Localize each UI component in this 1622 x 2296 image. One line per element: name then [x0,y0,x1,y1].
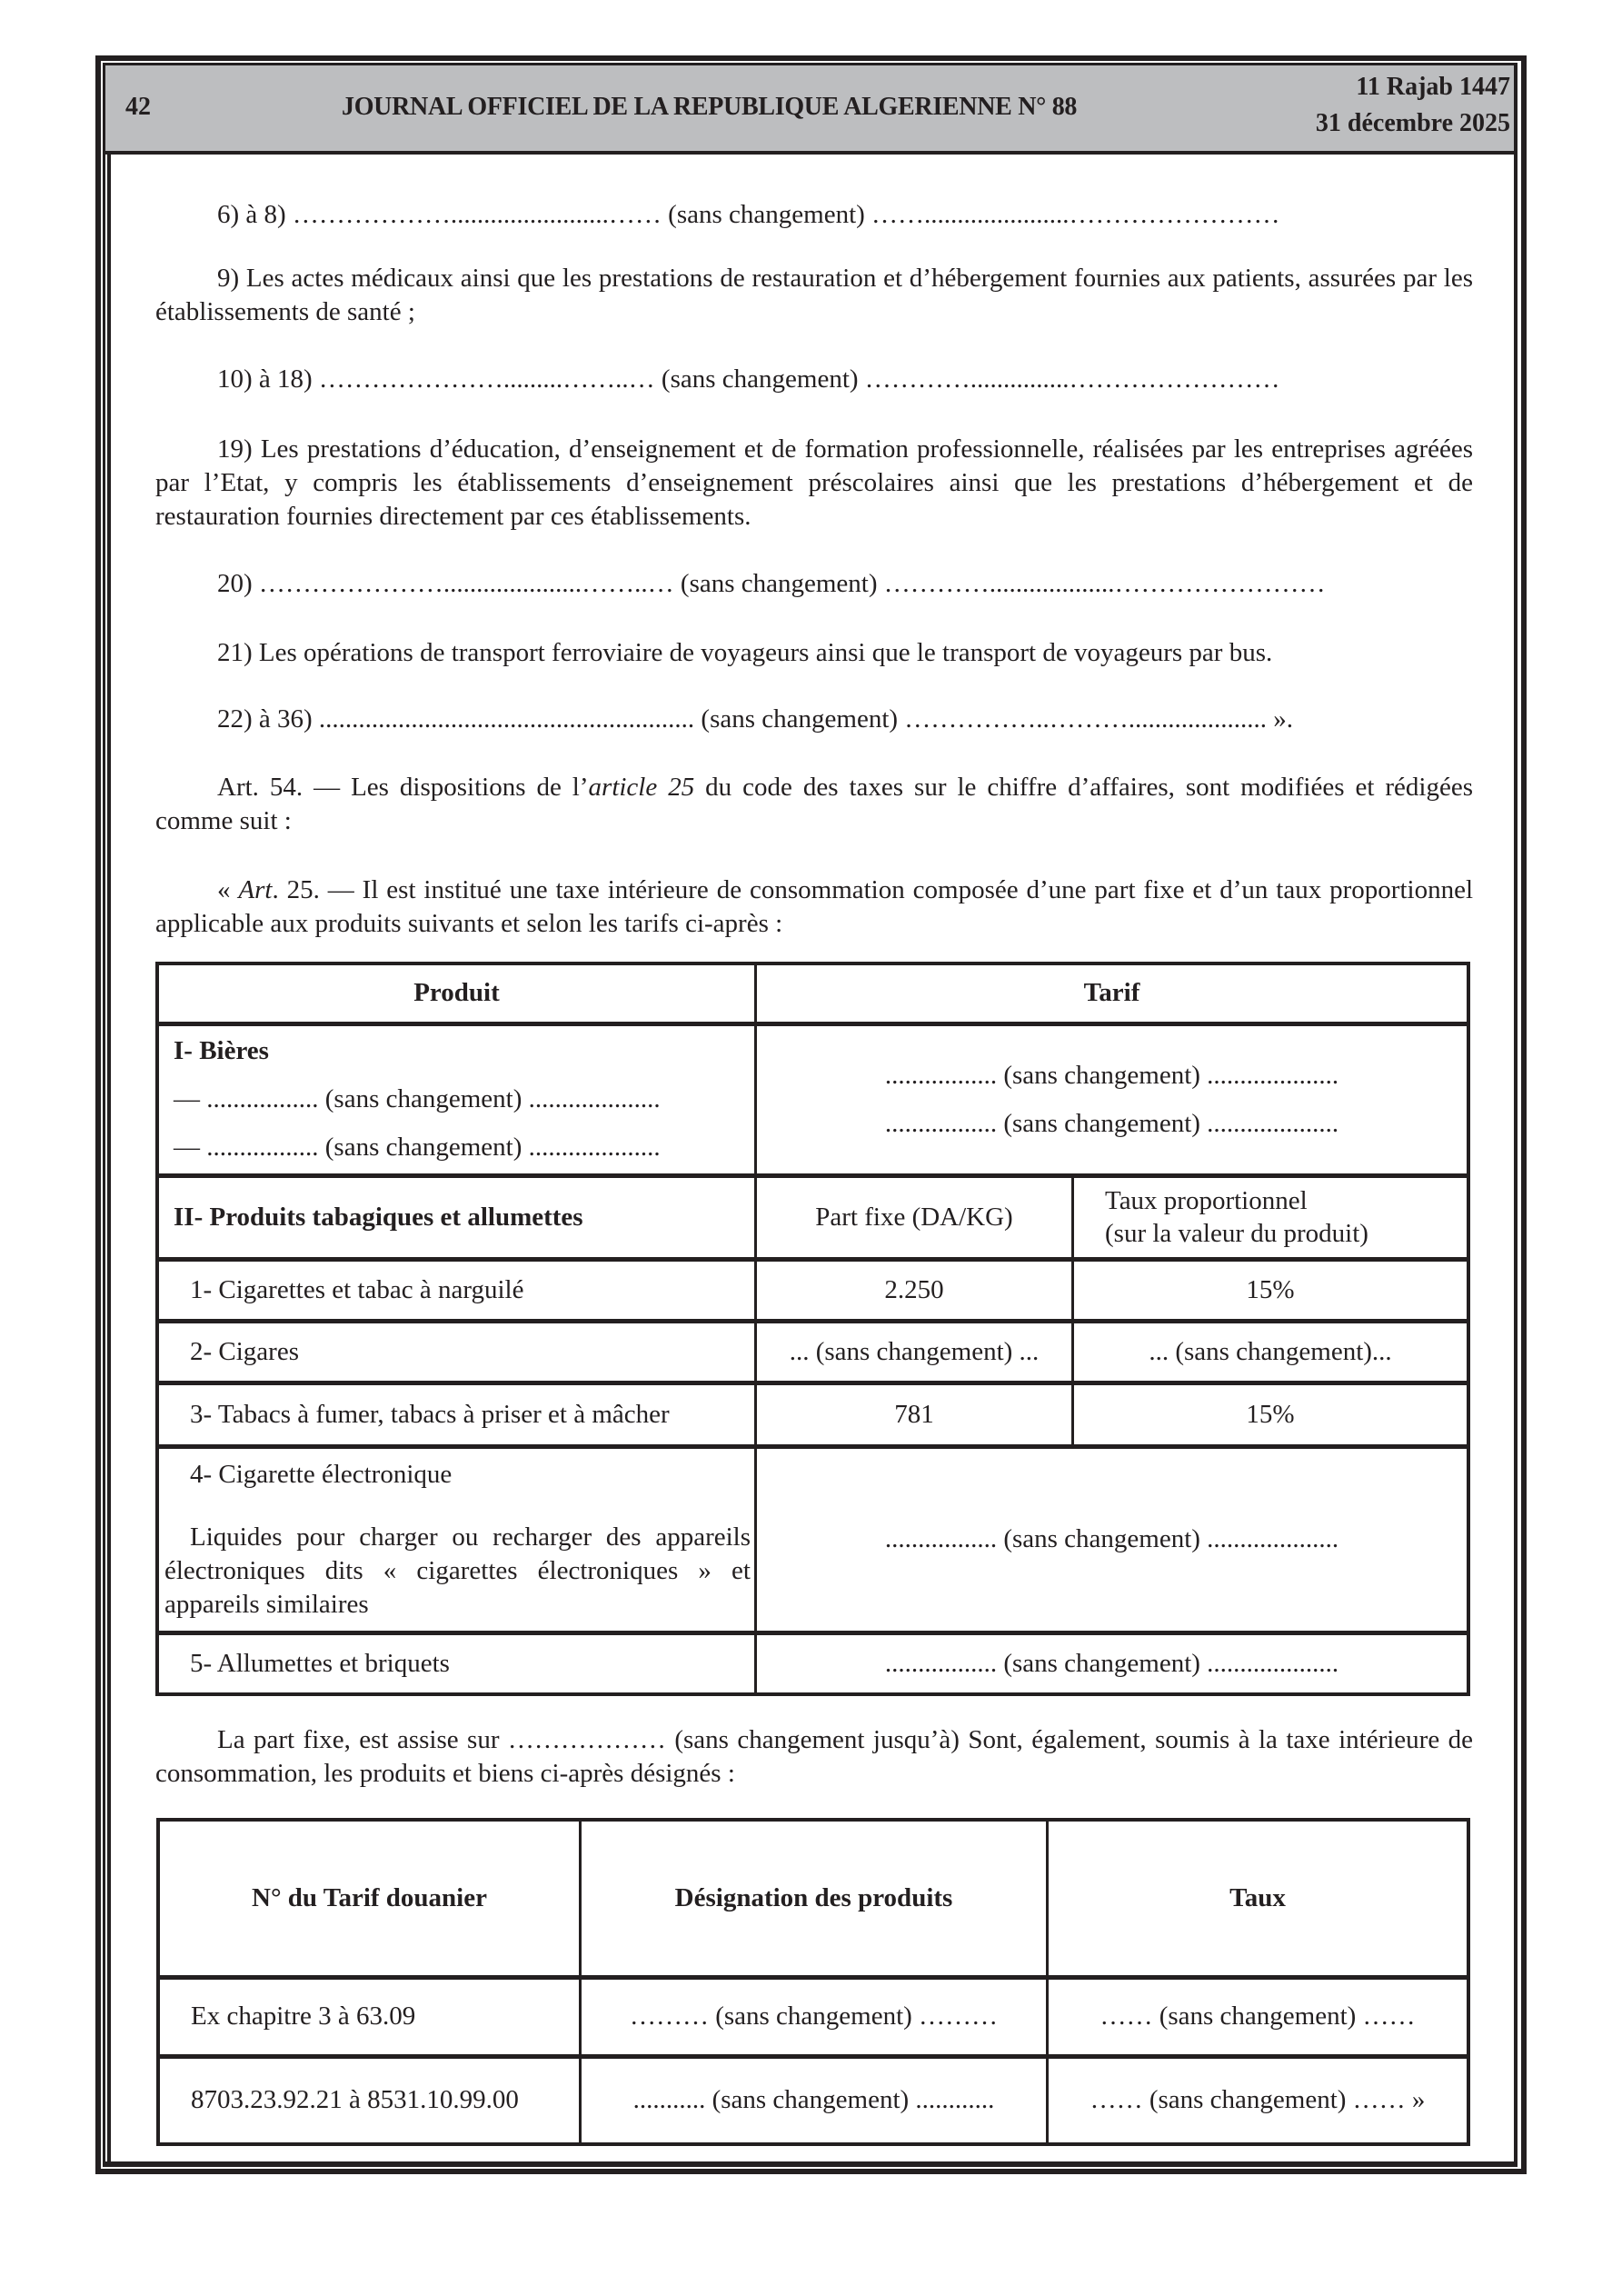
taux-header-line1: Taux proportionnel [1105,1186,1308,1215]
tabac-title: II- Produits tabagiques et allumettes [157,1175,756,1259]
header-produit: Produit [157,963,756,1023]
taux-header [1073,1175,1469,1259]
article-25 [155,873,1473,941]
tabacs-taux: 15% [1073,1383,1469,1446]
allumettes-produit: 5- Allumettes et briquets [157,1632,756,1694]
row-tabacs-fumer [157,1383,1468,1446]
ecig-produit [157,1446,756,1632]
taux-header-line2: (sur la valeur du produit) [1105,1219,1368,1248]
cigarettes-part-fixe: 2.250 [756,1259,1073,1321]
row-cigarette-electronique [157,1446,1468,1632]
header-tarif: Tarif [756,963,1469,1023]
article-25-label: Art [238,875,273,904]
customs-taux: …… (sans changement) …… » [1048,2056,1469,2144]
article-54-suffix: du code des taxes sur le chiffre d’affaires, sont modifiées et rédigées comme suit : [155,773,1474,835]
item-6-8: 6) à 8) ………………........................…… (sans changement) ……......................…………………… [217,200,1280,229]
article-25-text: . 25. — Il est institué une taxe intérieure de consommation composée d’une part fixe et d’un taux proportionnel applicable aux produits suivants et selon les tarifs ci-après : [155,875,1473,938]
tariff-table-header [157,963,1468,1023]
item-20: 20) ………………….....................……..… (sans changement) …………...................…………………… [217,569,1326,598]
customs-table-header [158,1820,1468,1977]
item-22-36: 22) à 36) ......................................................... (sans changement) ……………..………..................... ». [217,704,1294,734]
customs-row [158,1977,1468,2056]
customs-row [158,2056,1468,2144]
cigares-part-fixe: ... (sans changement) ... [756,1321,1073,1383]
row-allumettes [157,1632,1468,1694]
journal-title: JOURNAL OFFICIEL DE LA REPUBLIQUE ALGERIENNE N° 88 [342,93,1078,121]
bieres-tarif-1: ................. (sans changement) .................... [884,1060,1339,1090]
page-number: 42 [125,93,151,121]
item-19: 19) Les prestations d’éducation, d’enseignement et de formation professionnelle, réalisées par les entreprises agréées par l’Etat, y compris les établissements d’enseignement préscolaires ainsi que les prestations d’hébergement et de restauration fournies directement par ces établissements. [155,434,1473,531]
tabacs-produit: 3- Tabacs à fumer, tabacs à priser et à mâcher [157,1383,756,1446]
customs-designation: ……… (sans changement) ……… [581,1977,1048,2056]
bieres-produit [157,1023,756,1175]
gregorian-date: 31 décembre 2025 [1315,109,1510,137]
cigarettes-produit: 1- Cigarettes et tabac à narguilé [157,1259,756,1321]
customs-taux: …… (sans changement) …… [1048,1977,1469,2056]
bieres-item-1: — ................. (sans changement) .................... [174,1084,661,1113]
row-cigares [157,1321,1468,1383]
customs-code: 8703.23.92.21 à 8531.10.99.00 [158,2056,581,2144]
journal-header [105,65,1514,155]
bieres-item-2: — ................. (sans changement) .................... [174,1133,661,1162]
row-tabac-header [157,1175,1468,1259]
customs-tariff-table [156,1818,1470,2146]
customs-designation: ........... (sans changement) ............ [581,2056,1048,2144]
article-54-prefix: Art. 54. — Les dispositions de l’ [217,773,589,802]
article-54 [155,771,1473,838]
article-25-quote: « [217,875,239,904]
tabacs-part-fixe: 781 [756,1383,1073,1446]
bieres-tarif-2: ................. (sans changement) .................... [884,1108,1339,1138]
cigarettes-taux: 15% [1073,1259,1469,1321]
ecig-description: Liquides pour charger ou recharger des appareils électroniques dits « cigarettes électroniques » et appareils similaires [164,1522,751,1619]
part-fixe-header: Part fixe (DA/KG) [756,1175,1073,1259]
row-cigarettes [157,1259,1468,1321]
customs-code: Ex chapitre 3 à 63.09 [158,1977,581,2056]
hijri-date: 11 Rajab 1447 [1356,73,1510,101]
header-designation: Désignation des produits [581,1820,1048,1977]
item-10-18: 10) à 18) ………………….........……..… (sans changement) …………...............…………………… [217,364,1280,394]
issue-date [1316,69,1510,142]
cigares-produit: 2- Cigares [157,1321,756,1383]
article-54-ref: article 25 [588,773,695,802]
cigares-taux: ... (sans changement)... [1073,1321,1469,1383]
item-21: 21) Les opérations de transport ferroviaire de voyageurs ainsi que le transport de voyageurs par bus. [217,638,1273,667]
item-9: 9) Les actes médicaux ainsi que les prestations de restauration et d’hébergement fournies aux patients, assurées par les établissements de santé ; [155,264,1473,326]
tariff-table [155,962,1470,1696]
header-tarif-douanier: N° du Tarif douanier [158,1820,581,1977]
part-fixe-paragraph: La part fixe, est assise sur ……………… (sans changement jusqu’à) Sont, également, soumis à la taxe intérieure de consommation, les produits et biens ci-après désignés : [155,1725,1473,1788]
bieres-title: I- Bières [174,1036,269,1065]
header-taux: Taux [1048,1820,1469,1977]
row-bieres [157,1023,1468,1175]
bieres-tarif [756,1023,1469,1175]
ecig-tarif: ................. (sans changement) .................... [756,1446,1469,1632]
allumettes-tarif: ................. (sans changement) .................... [756,1632,1469,1694]
ecig-title: 4- Cigarette électronique [190,1459,453,1489]
